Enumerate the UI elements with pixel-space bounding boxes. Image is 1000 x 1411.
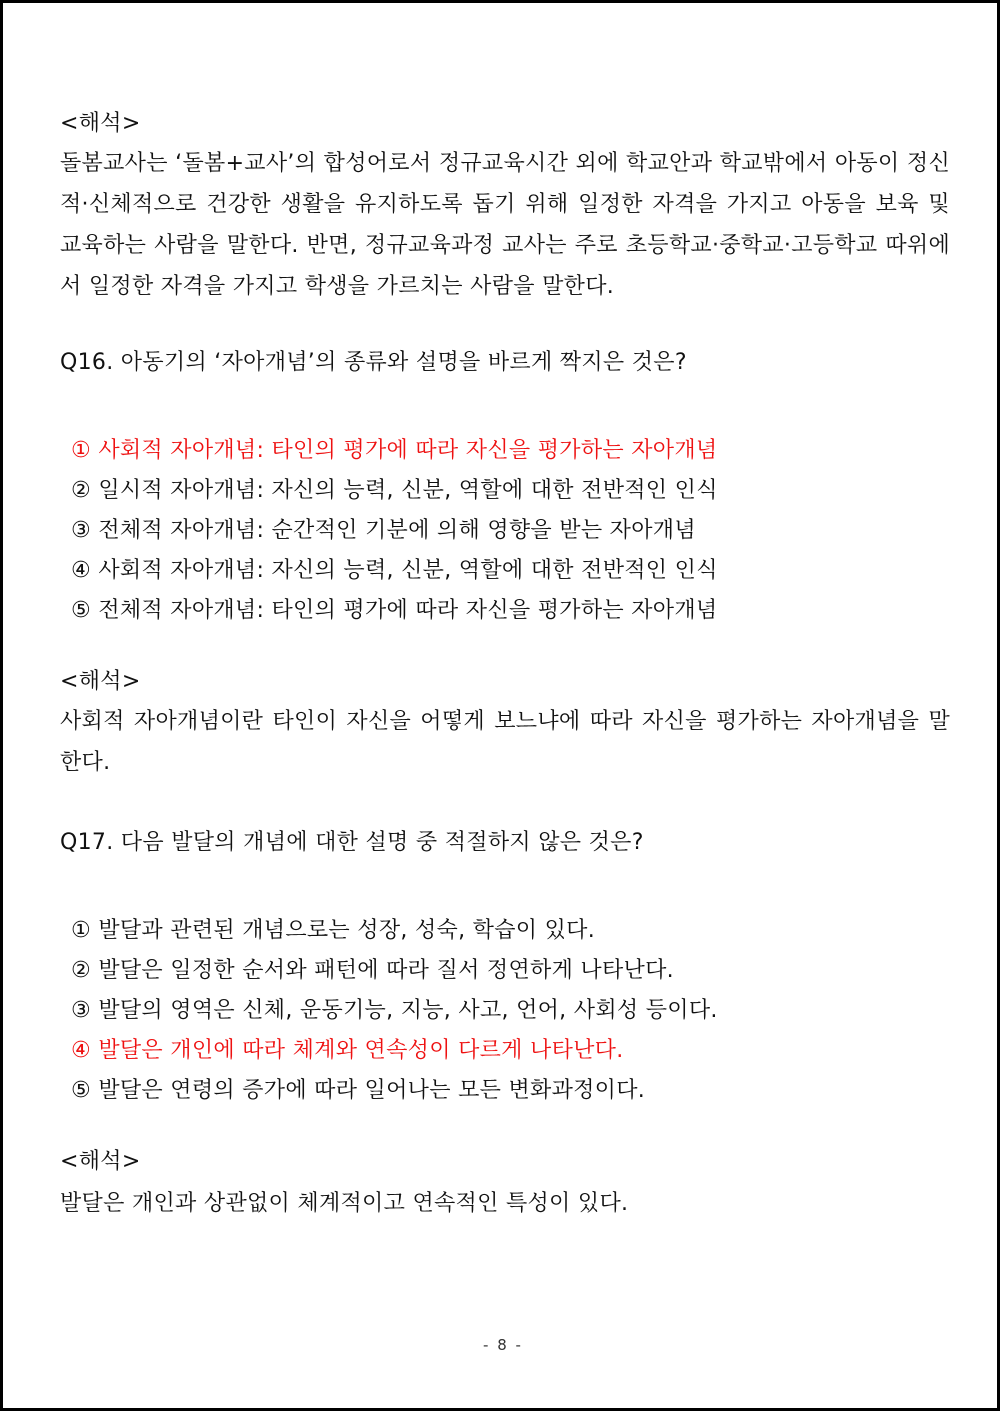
q17-option-5: ⑤ 발달은 연령의 증가에 따라 일어나는 모든 변화과정이다. bbox=[71, 1078, 646, 1103]
q16-option-5: ⑤ 전체적 자아개념: 타인의 평가에 따라 자신을 평가하는 자아개념 bbox=[71, 598, 718, 623]
prev-explanation-text: 돌봄교사는 ‘돌봄+교사’의 합성어로서 정규교육시간 외에 학교안과 학교밖에서 아동이 정신적·신체적으로 건강한 생활을 유지하도록 돕기 위해 일정한 자격을 가지고 아동을 보육 및 교육하는 사람을 말한다. 반면, 정규교육과정 교사는 주로 초등학교·중학교·고등학교 따위에서 일정한 자격을 가지고 학생을 가르치는 사람을 말한다. bbox=[60, 151, 950, 299]
q16-question: Q16. 아동기의 ‘자아개념’의 종류와 설명을 바르게 짝지은 것은? bbox=[60, 350, 687, 375]
q17-option-4-answer: ④ 발달은 개인에 따라 체계와 연속성이 다르게 나타난다. bbox=[71, 1038, 624, 1063]
page-number: - 8 - bbox=[483, 1336, 523, 1354]
q16-option-3: ③ 전체적 자아개념: 순간적인 기분에 의해 영향을 받는 자아개념 bbox=[71, 518, 696, 543]
q17-explanation-label: <해석> bbox=[60, 1149, 141, 1174]
q17-question: Q17. 다음 발달의 개념에 대한 설명 중 적절하지 않은 것은? bbox=[60, 830, 644, 855]
q17-option-2: ② 발달은 일정한 순서와 패턴에 따라 질서 정연하게 나타난다. bbox=[71, 958, 674, 983]
q17-option-3: ③ 발달의 영역은 신체, 운동기능, 지능, 사고, 언어, 사회성 등이다. bbox=[71, 998, 718, 1023]
prev-explanation-label: <해석> bbox=[60, 111, 141, 136]
q16-explanation-label: <해석> bbox=[60, 669, 141, 694]
q16-option-4: ④ 사회적 자아개념: 자신의 능력, 신분, 역할에 대한 전반적인 인식 bbox=[71, 558, 718, 583]
q16-option-1-answer: ① 사회적 자아개념: 타인의 평가에 따라 자신을 평가하는 자아개념 bbox=[71, 438, 718, 463]
q16-explanation: 사회적 자아개념이란 타인이 자신을 어떻게 보느냐에 따라 자신을 평가하는 자아개념을 말한다. bbox=[60, 709, 950, 775]
q17-explanation: 발달은 개인과 상관없이 체계적이고 연속적인 특성이 있다. bbox=[60, 1191, 629, 1216]
q16-option-2: ② 일시적 자아개념: 자신의 능력, 신분, 역할에 대한 전반적인 인식 bbox=[71, 478, 718, 503]
q17-option-1: ① 발달과 관련된 개념으로는 성장, 성숙, 학습이 있다. bbox=[71, 918, 595, 943]
